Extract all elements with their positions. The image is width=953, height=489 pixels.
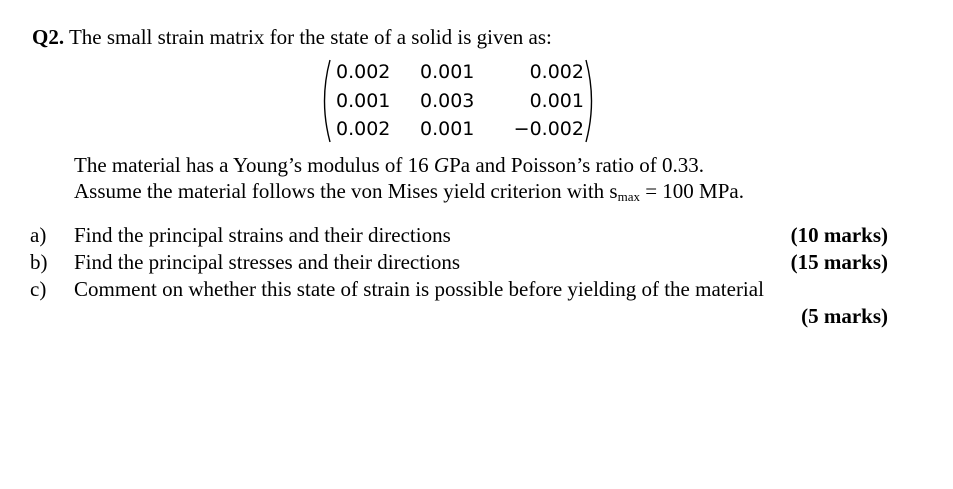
material-text: The material has a Young’s modulus of 16 [74,153,434,177]
matrix-cell: 0.001 [420,61,475,83]
matrix-cell: 0.001 [420,118,475,140]
material-text: Pa and Poisson’s ratio of 0.33. [449,153,704,177]
part-text: Comment on whether this state of strain is possible before yielding of the material [74,277,764,301]
matrix-row-2 [336,87,584,116]
matrix-cell: 0.002 [336,61,391,83]
yield-criterion-line [74,178,744,210]
matrix-cell: 0.002 [336,118,391,140]
criterion-text: = 100 MPa. [639,179,744,203]
part-label: b) [30,250,48,274]
matrix-cell: 0.001 [529,89,584,112]
part-label: c) [30,277,47,301]
material-unit-prefix: G [433,153,450,177]
part-marks: (5 marks) [801,304,888,328]
matrix-cell: 0.001 [336,89,391,112]
part-label: a) [30,223,47,247]
question-header [32,24,552,50]
strain-matrix [318,58,600,144]
matrix-row-1 [336,58,584,87]
matrix-grid [336,58,584,144]
right-parenthesis [584,58,598,144]
question-stem: The small strain matrix for the state of a solid is given as: [68,25,552,49]
matrix-row-3 [336,115,584,144]
part-text: Find the principal stresses and their directions [74,250,461,274]
part-marks: (15 marks) [790,250,888,274]
criterion-subscript: max [617,189,640,204]
part-text: Find the principal strains and their directions [74,223,451,247]
matrix-cell: −0.002 [513,118,584,140]
question-label: Q2. [32,25,65,49]
left-parenthesis [318,58,332,144]
criterion-text: Assume the material follows the von Mises yield criterion with s [74,179,618,203]
material-properties-line [74,152,704,178]
part-marks: (10 marks) [790,223,888,247]
matrix-cell: 0.002 [529,61,584,83]
matrix-cell: 0.003 [420,89,475,112]
